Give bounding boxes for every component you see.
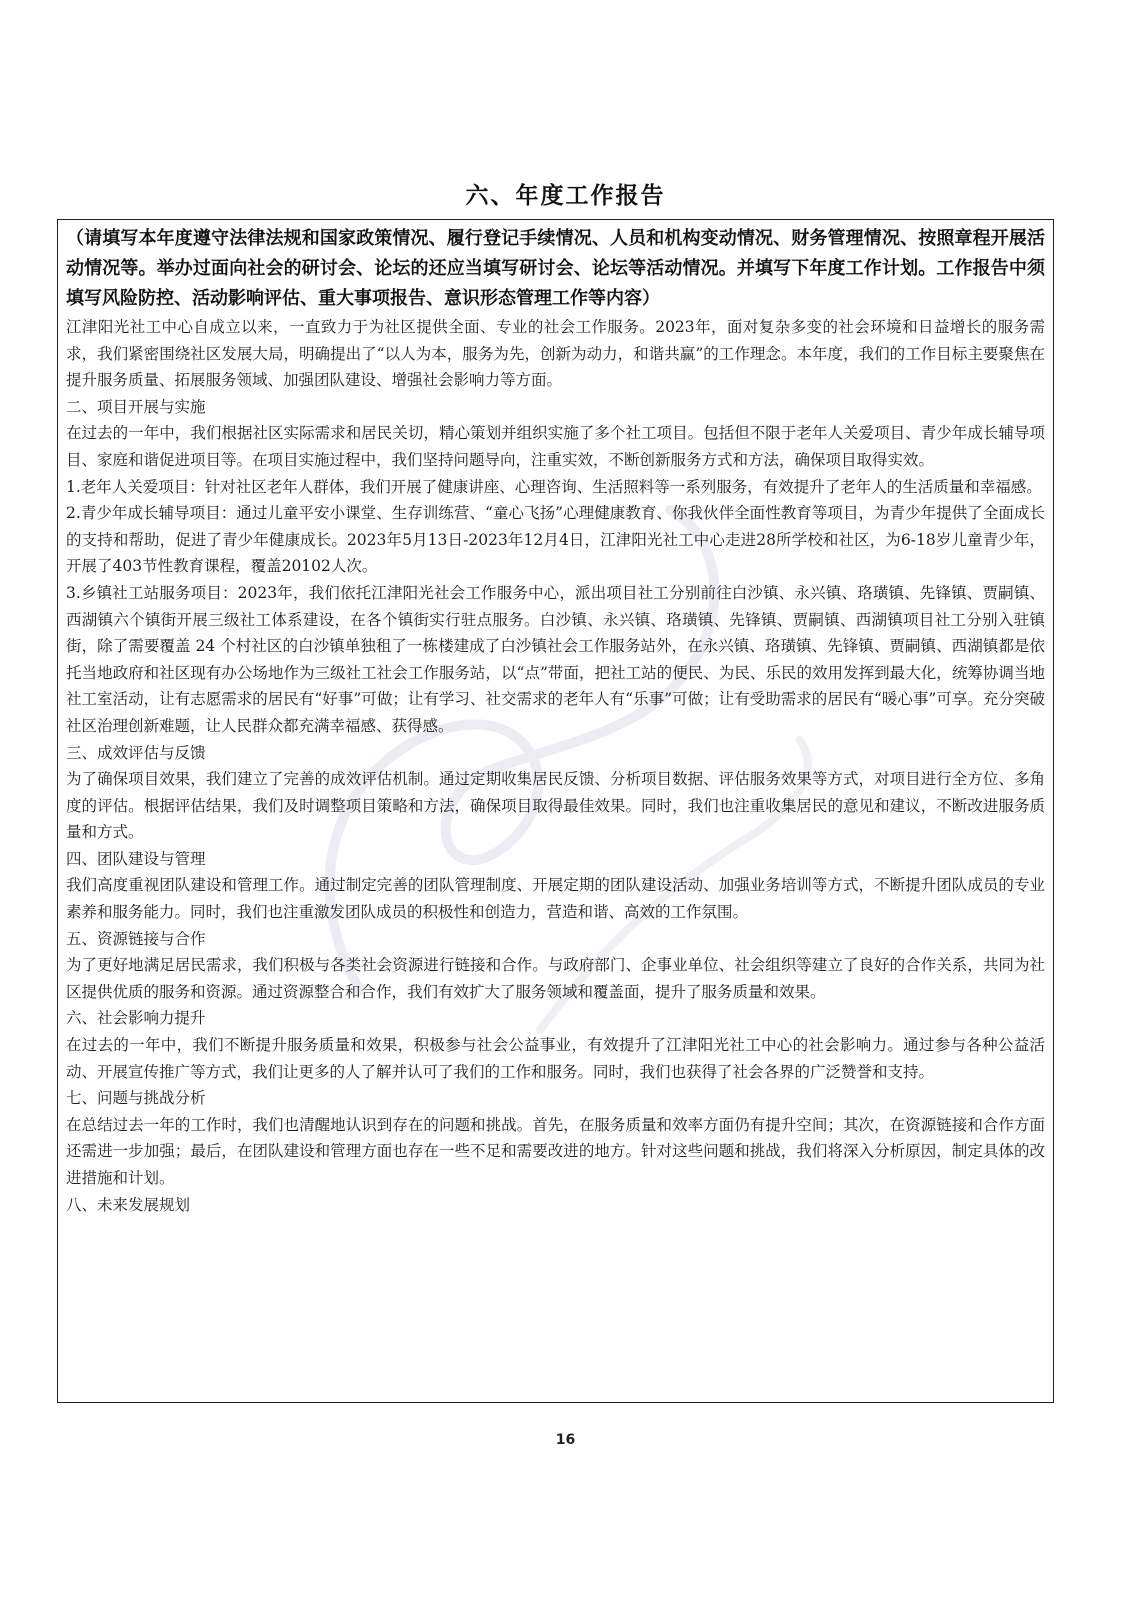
report-body [66, 314, 1045, 1218]
section-heading: 二、项目开展与实施 [66, 397, 206, 416]
section-heading: 三、成效评估与反馈 [66, 743, 206, 762]
report-box [57, 219, 1054, 1403]
report-list-item: 3.乡镇社工站服务项目：2023年，我们依托江津阳光社会工作服务中心，派出项目社工分别前往白沙镇、永兴镇、珞璜镇、先锋镇、贾嗣镇、西湖镇六个镇街开展三级社工体系建设，在各个镇街实行驻点服务。白沙镇、永兴镇、珞璜镇、先锋镇、贾嗣镇、西湖镇项目社工分别入驻镇街，除了需要覆盖 24 个村社区的白沙镇单独租了一栋楼建成了白沙镇社会工作服务站外，在永兴镇、珞璜镇、先锋镇、贾嗣镇、西湖镇都是依托当地政府和社区现有办公场地作为三级社工社会工作服务站，以“点”带面，把社工站的便民、为民、乐民的效用发挥到最大化，统筹协调当地社工室活动，让有志愿需求的居民有“好事”可做；让有学习、社交需求的老年人有“乐事”可做；让有受助需求的居民有“暖心事”可享。充分突破社区治理创新难题，让人民群众都充满幸福感、获得感。 [66, 583, 1045, 735]
page-number: 16 [555, 1432, 576, 1448]
report-intro: 江津阳光社工中心自成立以来，一直致力于为社区提供全面、专业的社会工作服务。2023年，面对复杂多变的社会环境和日益增长的服务需求，我们紧密围绕社区发展大局，明确提出了“以人为本，服务为先，创新为动力，和谐共赢”的工作理念。本年度，我们的工作目标主要聚焦在提升服务质量、拓展服务领域、加强团队建设、增强社会影响力等方面。 [66, 318, 1045, 390]
section-heading: 六、社会影响力提升 [66, 1009, 206, 1028]
section-heading: 七、问题与挑战分析 [66, 1089, 206, 1108]
section-heading: 五、资源链接与合作 [66, 929, 206, 948]
report-paragraph: 为了更好地满足居民需求，我们积极与各类社会资源进行链接和合作。与政府部门、企事业单位、社会组织等建立了良好的合作关系，共同为社区提供优质的服务和资源。通过资源整合和合作，我们有效扩大了服务领域和覆盖面，提升了服务质量和效果。 [66, 956, 1045, 1001]
report-paragraph: 在过去的一年中，我们根据社区实际需求和居民关切，精心策划并组织实施了多个社工项目。包括但不限于老年人关爱项目、青少年成长辅导项目、家庭和谐促进项目等。在项目实施过程中，我们坚持问题导向，注重实效，不断创新服务方式和方法，确保项目取得实效。 [66, 424, 1045, 469]
page-title: 六、年度工作报告 [465, 182, 666, 209]
report-paragraph: 在总结过去一年的工作时，我们也清醒地认识到存在的问题和挑战。首先，在服务质量和效率方面仍有提升空间；其次，在资源链接和合作方面还需进一步加强；最后，在团队建设和管理方面也存在一些不足和需要改进的地方。针对这些问题和挑战，我们将深入分析原因，制定具体的改进措施和计划。 [66, 1115, 1045, 1187]
report-paragraph: 为了确保项目效果，我们建立了完善的成效评估机制。通过定期收集居民反馈、分析项目数据、评估服务效果等方式，对项目进行全方位、多角度的评估。根据评估结果，我们及时调整项目策略和方法，确保项目取得最佳效果。同时，我们也注重收集居民的意见和建议，不断改进服务质量和方式。 [66, 770, 1045, 842]
report-list-item: 2.青少年成长辅导项目：通过儿童平安小课堂、生存训练营、“童心飞扬”心理健康教育、你我伙伴全面性教育等项目，为青少年提供了全面成长的支持和帮助，促进了青少年健康成长。2023年5月13日-2023年12月4日，江津阳光社工中心走进28所学校和社区，为6-18岁儿童青少年，开展了403节性教育课程，覆盖20102人次。 [66, 504, 1045, 576]
report-list-item: 1.老年人关爱项目：针对社区老年人群体，我们开展了健康讲座、心理咨询、生活照料等一系列服务，有效提升了老年人的生活质量和幸福感。 [66, 477, 1042, 496]
report-paragraph: 我们高度重视团队建设和管理工作。通过制定完善的团队管理制度、开展定期的团队建设活动、加强业务培训等方式，不断提升团队成员的专业素养和服务能力。同时，我们也注重激发团队成员的积极性和创造力，营造和谐、高效的工作氛围。 [66, 876, 1045, 922]
section-heading: 八、未来发展规划 [66, 1195, 191, 1214]
instructions-text: （请填写本年度遵守法律法规和国家政策情况、履行登记手续情况、人员和机构变动情况、财务管理情况、按照章程开展活动情况等。举办过面向社会的研讨会、论坛的还应当填写研讨会、论坛等活动情况。并填写下年度工作计划。工作报告中须填写风险防控、活动影响评估、重大事项报告、意识形态管理工作等内容） [66, 228, 1045, 309]
report-paragraph: 在过去的一年中，我们不断提升服务质量和效果，积极参与社会公益事业，有效提升了江津阳光社工中心的社会影响力。通过参与各种公益活动、开展宣传推广等方式，我们让更多的人了解并认可了我们的工作和服务。同时，我们也获得了社会各界的广泛赞誉和支持。 [66, 1036, 1045, 1081]
section-heading: 四、团队建设与管理 [66, 849, 206, 868]
